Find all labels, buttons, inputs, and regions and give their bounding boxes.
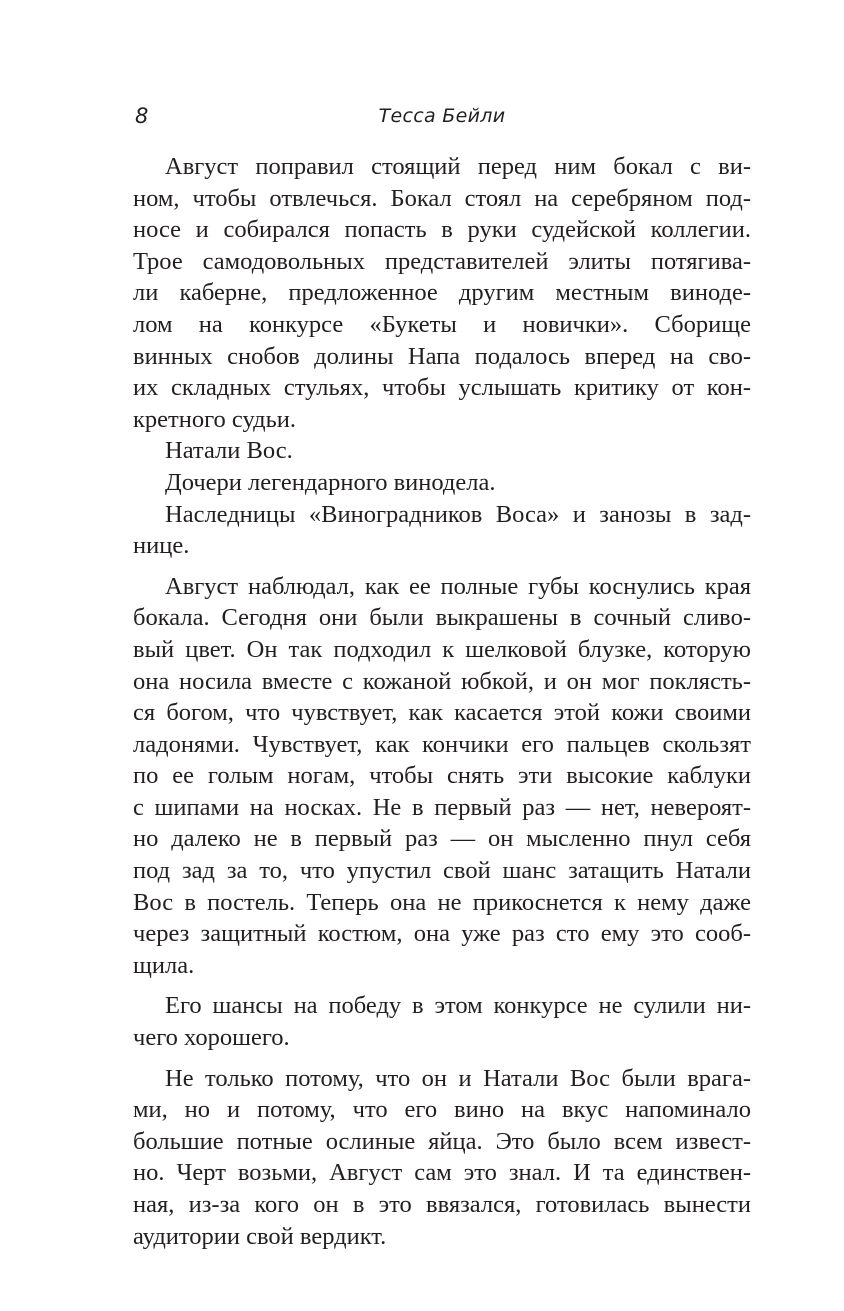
text-line: нице. xyxy=(133,532,190,560)
paragraph-gap xyxy=(133,981,751,990)
text-line: ная, из-за кого он в это ввязался, готовилась вынести xyxy=(133,1191,751,1218)
paragraph xyxy=(133,499,751,562)
running-head xyxy=(133,101,751,131)
text-line: ми, но и потому, что его вино на вкус напоминало xyxy=(133,1096,751,1124)
text-line: носе и собирался попасть в руки судейской коллегии. xyxy=(133,216,751,244)
text-line: с шипами на носках. Не в первый раз — нет, невероят- xyxy=(133,793,751,821)
text-line: Его шансы на победу в этом конкурсе не сулили ни- xyxy=(165,992,751,1020)
text-line: под зад за то, что упустил свой шанс затащить Натали xyxy=(133,857,751,885)
text-line: лом на конкурсе «Букеты и новички». Сборище xyxy=(133,310,751,338)
text-line: Август поправил стоящий перед ним бокал с ви- xyxy=(165,153,751,180)
text-line: Август наблюдал, как ее полные губы коснулись края xyxy=(165,572,751,600)
text-line: их складных стульях, чтобы услышать критику от кон- xyxy=(133,374,751,402)
text-line: Наследницы «Виноградников Воса» и занозы в зад- xyxy=(165,500,751,528)
text-line: винных снобов долины Напа подалось вперед на сво- xyxy=(133,342,751,370)
text-line: Трое самодовольных представителей элиты потягива- xyxy=(133,247,751,275)
body-text xyxy=(133,151,751,1252)
text-line: чего хорошего. xyxy=(133,1024,290,1052)
text-line: но далеко не в первый раз — он мысленно пнул себя xyxy=(133,825,751,853)
text-line: большие потные ослиные яйца. Это было всем извест- xyxy=(133,1127,751,1155)
running-head-author: Тесса Бейли xyxy=(378,105,506,127)
text-line: по ее голым ногам, чтобы снять эти высокие каблуки xyxy=(133,762,751,790)
paragraph xyxy=(133,990,751,1053)
paragraph xyxy=(133,571,751,982)
text-line: бокала. Сегодня они были выкрашены в сочный сливо- xyxy=(133,604,751,632)
text-line: кретного судьи. xyxy=(133,405,297,433)
page-number: 8 xyxy=(135,104,149,128)
text-line: щила. xyxy=(133,951,195,979)
paragraph-gap xyxy=(133,562,751,571)
text-line: Натали Вос. xyxy=(165,437,293,465)
text-line: ся богом, что чувствует, как касается этой кожи своими xyxy=(133,699,751,727)
paragraph xyxy=(133,151,751,435)
text-line: она носила вместе с кожаной юбкой, и он мог поклясть- xyxy=(133,667,751,695)
text-line: через защитный костюм, она уже раз сто ему это сооб- xyxy=(133,920,751,948)
text-line: Вос в постель. Теперь она не прикоснется к нему даже xyxy=(133,888,751,916)
paragraph-gap xyxy=(133,1054,751,1063)
text-line: ном, чтобы отвлечься. Бокал стоял на серебряном под- xyxy=(133,184,751,212)
paragraph xyxy=(133,435,751,467)
text-line: ли каберне, предложенное другим местным виноде- xyxy=(133,279,751,307)
text-line: но. Черт возьми, Август сам это знал. И та единствен- xyxy=(133,1159,751,1187)
paragraph xyxy=(133,467,751,499)
text-line: Не только потому, что он и Натали Вос были врага- xyxy=(165,1064,751,1092)
paragraph xyxy=(133,1063,751,1253)
text-line: вый цвет. Он так подходил к шелковой блузке, которую xyxy=(133,635,751,663)
text-line: ладонями. Чувствует, как кончики его пальцев скользят xyxy=(133,730,751,758)
text-line: аудитории свой вердикт. xyxy=(133,1222,387,1250)
text-line: Дочери легендарного винодела. xyxy=(165,468,496,496)
